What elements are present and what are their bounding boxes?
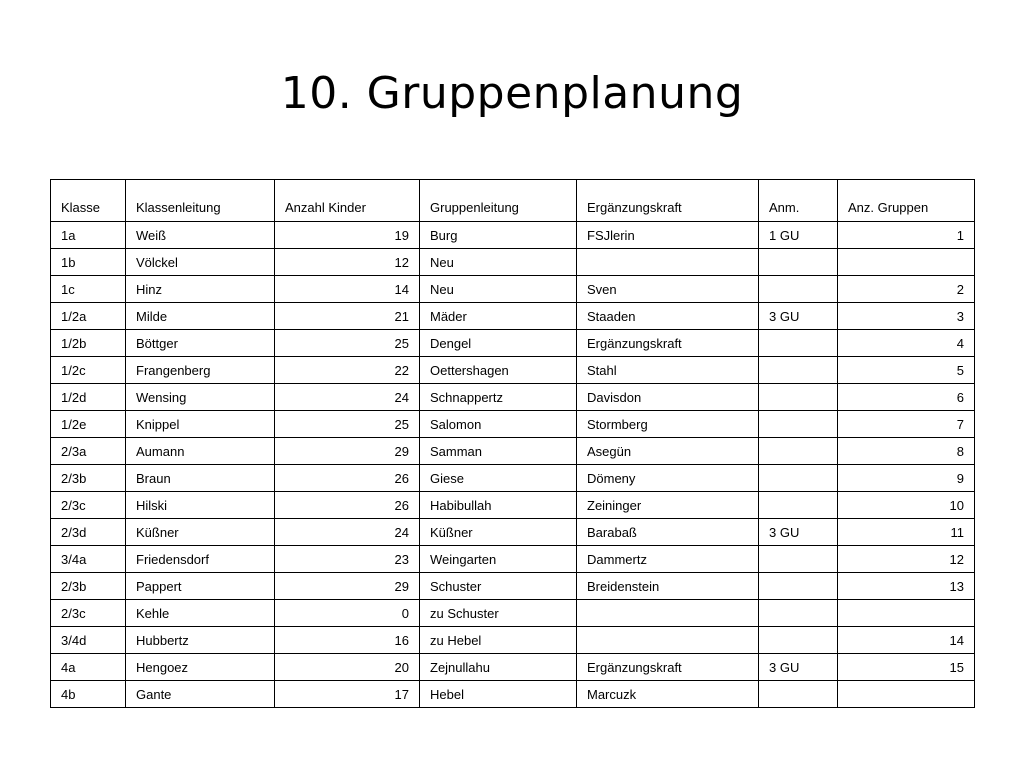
cell-gruppenleitung: Hebel (420, 681, 577, 708)
cell-klasse: 1/2d (51, 384, 126, 411)
cell-ergaenzungskraft (577, 627, 759, 654)
cell-anz-gruppen: 13 (838, 573, 975, 600)
table-row (51, 384, 975, 411)
cell-gruppenleitung: Dengel (420, 330, 577, 357)
cell-klasse: 1b (51, 249, 126, 276)
cell-klasse: 1/2e (51, 411, 126, 438)
cell-anz-gruppen: 2 (838, 276, 975, 303)
cell-gruppenleitung: Küßner (420, 519, 577, 546)
cell-gruppenleitung: Neu (420, 276, 577, 303)
cell-gruppenleitung: zu Schuster (420, 600, 577, 627)
cell-anz-gruppen: 15 (838, 654, 975, 681)
cell-anm (759, 465, 838, 492)
cell-anz-gruppen: 1 (838, 222, 975, 249)
table-row (51, 276, 975, 303)
cell-anz-gruppen: 14 (838, 627, 975, 654)
table-row (51, 519, 975, 546)
table-row (51, 573, 975, 600)
header-anm: Anm. (759, 180, 838, 222)
table-header-row (51, 180, 975, 222)
cell-anm (759, 411, 838, 438)
table-row (51, 411, 975, 438)
cell-ergaenzungskraft (577, 249, 759, 276)
slide-title: 10. Gruppenplanung (280, 68, 744, 119)
cell-anm: 3 GU (759, 303, 838, 330)
cell-ergaenzungskraft: Asegün (577, 438, 759, 465)
cell-klassenleitung: Küßner (126, 519, 275, 546)
cell-anm (759, 357, 838, 384)
cell-ergaenzungskraft: Ergänzungskraft (577, 654, 759, 681)
cell-ergaenzungskraft: Davisdon (577, 384, 759, 411)
table-row (51, 222, 975, 249)
cell-klasse: 1c (51, 276, 126, 303)
cell-ergaenzungskraft: Ergänzungskraft (577, 330, 759, 357)
cell-gruppenleitung: Zejnullahu (420, 654, 577, 681)
cell-anz-gruppen: 10 (838, 492, 975, 519)
cell-klasse: 2/3c (51, 600, 126, 627)
cell-ergaenzungskraft: Dömeny (577, 465, 759, 492)
cell-anz-gruppen (838, 249, 975, 276)
cell-ergaenzungskraft: Staaden (577, 303, 759, 330)
cell-klassenleitung: Völckel (126, 249, 275, 276)
cell-anz-gruppen (838, 681, 975, 708)
cell-anz-gruppen: 6 (838, 384, 975, 411)
cell-ergaenzungskraft: Marcuzk (577, 681, 759, 708)
group-planning-table (50, 179, 975, 708)
cell-anzahl-kinder: 24 (275, 384, 420, 411)
table-row (51, 303, 975, 330)
cell-klasse: 4b (51, 681, 126, 708)
cell-anzahl-kinder: 17 (275, 681, 420, 708)
cell-ergaenzungskraft: FSJlerin (577, 222, 759, 249)
cell-anz-gruppen: 8 (838, 438, 975, 465)
cell-klasse: 3/4d (51, 627, 126, 654)
cell-anz-gruppen: 4 (838, 330, 975, 357)
header-klasse: Klasse (51, 180, 126, 222)
cell-gruppenleitung: zu Hebel (420, 627, 577, 654)
table-row (51, 600, 975, 627)
header-anzahl-kinder: Anzahl Kinder (275, 180, 420, 222)
cell-klassenleitung: Knippel (126, 411, 275, 438)
cell-anz-gruppen: 9 (838, 465, 975, 492)
cell-anzahl-kinder: 21 (275, 303, 420, 330)
cell-klassenleitung: Aumann (126, 438, 275, 465)
cell-anzahl-kinder: 14 (275, 276, 420, 303)
cell-ergaenzungskraft: Dammertz (577, 546, 759, 573)
cell-ergaenzungskraft: Stormberg (577, 411, 759, 438)
cell-klassenleitung: Hilski (126, 492, 275, 519)
cell-anm (759, 681, 838, 708)
cell-ergaenzungskraft: Zeininger (577, 492, 759, 519)
cell-anz-gruppen: 3 (838, 303, 975, 330)
table-row (51, 330, 975, 357)
header-anz-gruppen: Anz. Gruppen (838, 180, 975, 222)
cell-klasse: 1/2a (51, 303, 126, 330)
cell-klassenleitung: Weiß (126, 222, 275, 249)
header-klassenleitung: Klassenleitung (126, 180, 275, 222)
cell-anzahl-kinder: 25 (275, 330, 420, 357)
cell-gruppenleitung: Burg (420, 222, 577, 249)
cell-gruppenleitung: Oettershagen (420, 357, 577, 384)
table-row (51, 465, 975, 492)
cell-klassenleitung: Gante (126, 681, 275, 708)
cell-klasse: 2/3c (51, 492, 126, 519)
table-row (51, 492, 975, 519)
cell-klassenleitung: Pappert (126, 573, 275, 600)
cell-anzahl-kinder: 29 (275, 573, 420, 600)
cell-anzahl-kinder: 24 (275, 519, 420, 546)
cell-klassenleitung: Wensing (126, 384, 275, 411)
cell-gruppenleitung: Giese (420, 465, 577, 492)
cell-anzahl-kinder: 0 (275, 600, 420, 627)
header-gruppenleitung: Gruppenleitung (420, 180, 577, 222)
cell-gruppenleitung: Schnappertz (420, 384, 577, 411)
cell-anm (759, 573, 838, 600)
cell-anm (759, 492, 838, 519)
cell-anzahl-kinder: 12 (275, 249, 420, 276)
cell-gruppenleitung: Habibullah (420, 492, 577, 519)
cell-anm (759, 627, 838, 654)
cell-klasse: 2/3d (51, 519, 126, 546)
cell-klassenleitung: Böttger (126, 330, 275, 357)
cell-klasse: 2/3a (51, 438, 126, 465)
cell-anm: 3 GU (759, 654, 838, 681)
cell-anzahl-kinder: 26 (275, 465, 420, 492)
cell-anm: 3 GU (759, 519, 838, 546)
cell-gruppenleitung: Neu (420, 249, 577, 276)
cell-anm (759, 546, 838, 573)
cell-klasse: 2/3b (51, 465, 126, 492)
cell-ergaenzungskraft: Stahl (577, 357, 759, 384)
cell-klassenleitung: Milde (126, 303, 275, 330)
cell-ergaenzungskraft: Breidenstein (577, 573, 759, 600)
cell-gruppenleitung: Mäder (420, 303, 577, 330)
cell-anzahl-kinder: 26 (275, 492, 420, 519)
cell-anz-gruppen: 12 (838, 546, 975, 573)
table-row (51, 357, 975, 384)
cell-anzahl-kinder: 29 (275, 438, 420, 465)
cell-anz-gruppen (838, 600, 975, 627)
cell-klasse: 1/2c (51, 357, 126, 384)
cell-anzahl-kinder: 20 (275, 654, 420, 681)
cell-anm (759, 276, 838, 303)
cell-klassenleitung: Frangenberg (126, 357, 275, 384)
cell-klasse: 3/4a (51, 546, 126, 573)
cell-klassenleitung: Braun (126, 465, 275, 492)
table-row (51, 681, 975, 708)
cell-klasse: 1a (51, 222, 126, 249)
cell-anzahl-kinder: 25 (275, 411, 420, 438)
cell-anm (759, 384, 838, 411)
cell-anm (759, 249, 838, 276)
cell-anm: 1 GU (759, 222, 838, 249)
cell-gruppenleitung: Schuster (420, 573, 577, 600)
cell-anz-gruppen: 7 (838, 411, 975, 438)
cell-anzahl-kinder: 16 (275, 627, 420, 654)
cell-klassenleitung: Kehle (126, 600, 275, 627)
header-ergaenzungskraft: Ergänzungskraft (577, 180, 759, 222)
table-row (51, 249, 975, 276)
cell-anzahl-kinder: 19 (275, 222, 420, 249)
cell-klassenleitung: Hengoez (126, 654, 275, 681)
cell-anm (759, 330, 838, 357)
cell-anzahl-kinder: 23 (275, 546, 420, 573)
cell-gruppenleitung: Salomon (420, 411, 577, 438)
cell-anm (759, 438, 838, 465)
cell-klassenleitung: Friedensdorf (126, 546, 275, 573)
cell-anz-gruppen: 11 (838, 519, 975, 546)
cell-anz-gruppen: 5 (838, 357, 975, 384)
cell-ergaenzungskraft (577, 600, 759, 627)
table-row (51, 438, 975, 465)
cell-klassenleitung: Hinz (126, 276, 275, 303)
cell-anm (759, 600, 838, 627)
cell-klassenleitung: Hubbertz (126, 627, 275, 654)
cell-klasse: 2/3b (51, 573, 126, 600)
cell-klasse: 1/2b (51, 330, 126, 357)
cell-ergaenzungskraft: Sven (577, 276, 759, 303)
cell-klasse: 4a (51, 654, 126, 681)
table-row (51, 546, 975, 573)
table-row (51, 627, 975, 654)
table-body (51, 222, 975, 708)
cell-gruppenleitung: Samman (420, 438, 577, 465)
cell-anzahl-kinder: 22 (275, 357, 420, 384)
cell-ergaenzungskraft: Barabaß (577, 519, 759, 546)
table-row (51, 654, 975, 681)
cell-gruppenleitung: Weingarten (420, 546, 577, 573)
